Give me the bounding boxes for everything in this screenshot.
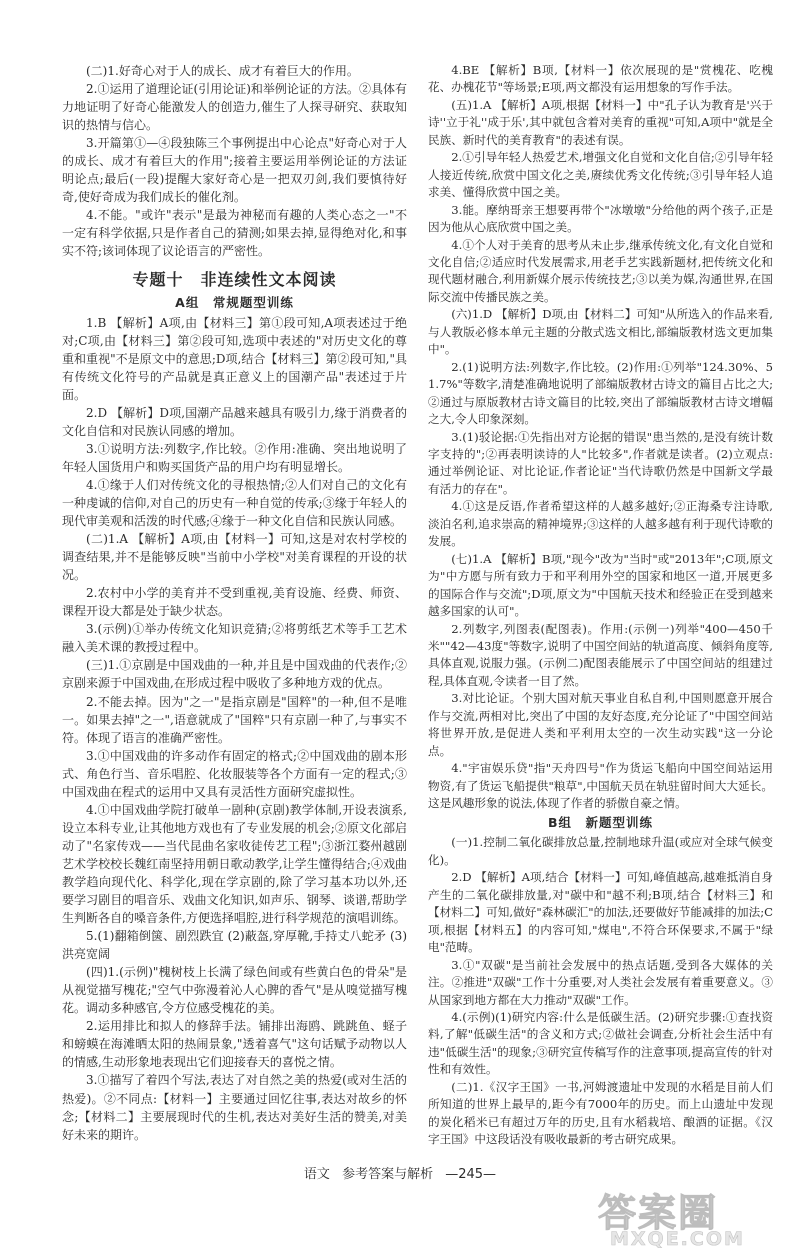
answer-paragraph: (二)1.《汉字王国》一书,河姆渡遗址中发现的水稻是目前人们所知道的世界上最早的,距今有7000年的历史。而上山遗址中发现的炭化稻米已有超过万年的历史,且有水稻栽培、酿酒的证据。《汉字王国》中这段话没有吸收最新的考古研究成果。	[428, 1079, 773, 1147]
answer-paragraph: 3.对比论证。个别大国对航天事业自私自利,中国则愿意开展合作与交流,两相对比,突出了中国的友好态度,充分论证了"中国空间站将世界开放,是促进人类和平利用太空的一次生动实践"这一分论点。	[428, 691, 773, 758]
left-column	[62, 62, 407, 1144]
watermark-domain-text: MXQE.COM	[610, 1228, 745, 1250]
site-watermark	[598, 1182, 768, 1252]
answer-paragraph: 2.列数字,列图表(配图表)。作用:(示例一)列举"400—450千米""42—43度"等数字,说明了中国空间站的轨道高度、倾斜角度等,具体直观,说服力强。(示例二)配图表能展示了中国空间站的组建过程,具体直观,令读者一目了然。	[428, 621, 773, 688]
answer-paragraph: 2.①运用了道理论证(引用论证)和举例论证的方法。②具体有力地证明了好奇心能激发人的创造力,催生了人探寻研究、获取知识的热情与信心。	[62, 82, 407, 133]
answer-paragraph: 2.D 【解析】A项,结合【材料一】可知,峰值越高,越难抵消自身产生的二氧化碳排放量,对"碳中和"越不利;B项,结合【材料三】和【材料二】可知,做好"森林碳汇"的加法,还要做好节能减排的加法;C项,根据【材料五】的内容可知,"煤电",不符合环保要求,不属于"绿电"范畴。	[428, 870, 773, 955]
section-title: 专题十 非连续性文本阅读	[132, 269, 337, 289]
answer-paragraph: (二)1.好奇心对于人的成长、成才有着巨大的作用。	[86, 64, 359, 78]
right-column	[428, 62, 773, 1149]
answer-paragraph: (一)1.控制二氧化碳排放总量,控制地球升温(或应对全球气候变化)。	[428, 835, 773, 867]
answer-paragraph: 3.①说明方法:列数字,作比较。②作用:准确、突出地说明了年轻人国货用户和购买国货产品的用户均有明显增长。	[62, 441, 407, 474]
answer-paragraph: 2.运用排比和拟人的修辞手法。铺排出海鸥、跳跳鱼、蛏子和螃蟆在海滩晒太阳的热闹景象,"透着喜气"这句话赋予动物以人的情感,生动形象地表现出它们迎接春天的喜悦之情。	[62, 1019, 407, 1070]
footer-subject: 语文	[303, 1167, 330, 1182]
answer-paragraph: 2.(1)说明方法:列数字,作比较。(2)作用:①列举"124.30%、51.7%"等数字,清楚准确地说明了部编版教材古诗文的篇目占比之大;②通过与原版教材古诗文篇目的比较,突出了部编版教材古诗文增幅之大,令人印象深刻。	[428, 359, 773, 427]
answer-paragraph: 1.B 【解析】A项,由【材料三】第①段可知,A项表述过于绝对;C项,由【材料三】第②段可知,选项中表述的"对历史文化的尊重和重视"不是原文中的意思;D项,结合【材料三】第②段可知,"具有传统文化符号的产品就是真正意义上的国潮产品"表述过于片面。	[62, 315, 407, 402]
left-paras-before-section	[62, 62, 407, 261]
answer-paragraph: (二)1.A 【解析】A项,由【材料一】可知,这是对农村学校的调查结果,并不是能够反映"当前中小学校"对美育课程的开设的状况。	[62, 532, 407, 583]
answer-paragraph: 4.①缘于人们对传统文化的寻根热情;②人们对自己的文化有一种虔诚的信仰,对自己的历史有一种自觉的传承;③缘于年轻人的现代审美观和活泼的时代感;④缘于一种文化自信和民族认同感。	[62, 477, 407, 529]
answer-paragraph: (三)1.①京剧是中国戏曲的一种,并且是中国戏曲的代表作;②京剧来源于中国戏曲,在形成过程中吸收了多种地方戏的优点。	[62, 658, 407, 691]
page-number: —245—	[445, 1167, 497, 1182]
right-paras-after-group-b	[428, 834, 773, 1148]
answer-paragraph: 5.(1)翻箱倒箧、剧烈跌宜 (2)蔽盔,穿厚靴,手持丈八蛇矛 (3)洪亮宽阔	[62, 929, 407, 962]
right-paras-before-group-b	[428, 62, 773, 812]
answer-paragraph: 3.(1)驳论据:①先指出对方论据的错误"患当然的,是没有统计数字支持的";②再表明读诗的人"比较多",作者就是读者。(2)立观点:通过举例论证、对比论证,作者论证"当代诗歌仍然是中国新文学最有活力的存在"。	[428, 429, 773, 496]
answer-paragraph: 4.①中国戏曲学院打破单一剧种(京剧)教学体制,开设表演系,设立本科专业,让其他地方戏也有了专业发展的机会;②原文化部启动了"名家传戏——当代昆曲名家收徒传艺工程";③浙江婺州越剧艺术学校校长魏红南坚持用朝日歌动教学,让学生懂得结合;④戏曲教学趋向现代化、科学化,现在学京剧的,除了学习基本功以外,还要学习剧目的唱音乐、戏曲文化知识,如声乐、钢琴、谈谱,帮助学生判断各自的嗓音条件,方便选择唱腔,进行科学规范的演唱训练。	[62, 802, 407, 926]
answer-paragraph: 4.①个人对于美育的思考从未止步,继承传统文化,有文化自觉和文化自信;②适应时代发展需求,用老手艺实践新题材,把传统文化和现代题材融合,利用新媒介展示传统技艺;③以美为媒,沟通世界,在国际交流中传播民族之美。	[428, 237, 773, 304]
answer-paragraph: 2.农村中小学的美育并不受到重视,美育设施、经费、师资、课程开设大都是处于缺少状态。	[62, 586, 407, 619]
answer-paragraph: 3.(示例)①举办传统文化知识竞猜;②将剪纸艺术等手工艺术融入美术课的教授过程中。	[62, 622, 407, 655]
answer-paragraph: 2.不能去掉。因为"之一"是指京剧是"国粹"的一种,但不是唯一。如果去掉"之一",语意就成了"国粹"只有京剧一种了,与事实不符。体现了语言的准确严密性。	[62, 694, 407, 745]
answer-paragraph: 4.①这是反语,作者希望这样的人越多越好;②正海桑专注诗歌,淡泊名利,追求崇高的精神境界;③这样的人越多越有利于现代诗歌的发展。	[428, 499, 773, 549]
answer-paragraph: 2.①引导年轻人热爱艺术,增强文化自觉和文化自信;②引导年轻人接近传统,欣赏中国文化之美,赓续优秀文化传统;③引导年轻人追求美、懂得欣赏中国之美。	[428, 150, 773, 200]
left-paras-after-section	[62, 314, 407, 1144]
answer-paragraph: (四)1.(示例)"槐树枝上长满了绿色间或有些黄白色的骨朵"是从视觉描写槐花;"空气中弥漫着沁人心脾的香气"是从嗅觉描写槐花。调动多种感官,令方位感受槐花的美。	[62, 965, 407, 1016]
answer-paragraph: 3.①"双碳"是当前社会发展中的热点话题,受到各大媒体的关注。②推进"双碳"工作十分重要,对人类社会发展有着重要意义。③从国家到地方都在大力推动"双碳"工作。	[428, 957, 773, 1007]
answer-paragraph: 4.不能。"或许"表示"是最为神秘而有趣的人类心态之一"不一定有科学依据,只是作者自己的猜测;如果去掉,显得绝对化,和事实不符;该词体现了议论语言的严密性。	[62, 208, 407, 259]
group-a-title: A组 常规题型训练	[175, 294, 294, 310]
answer-paragraph: 3.能。摩纳哥亲王想要再带个"冰墩墩"分给他的两个孩子,正是因为他从心底欣赏中国之美。	[428, 202, 773, 235]
answer-paragraph: 2.D 【解析】D项,国潮产品越来越具有吸引力,缘于消费者的文化自信和对民族认同感的增加。	[62, 405, 407, 438]
watermark-logo-text: 答案圈	[598, 1191, 719, 1235]
footer-label: 参考答案与解析	[342, 1167, 434, 1182]
answer-paragraph: 3.①描写了着四个写法,表达了对自然之美的热爱(或对生活的热爱)。②不同点:【材料一】主要通过回忆往事,表达对故乡的怀念;【材料二】主要展现时代的生机,表达对美好生活的赞美,对美好未来的期许。	[62, 1073, 407, 1142]
answer-paragraph: 3.①中国戏曲的许多动作有固定的格式;②中国戏曲的剧本形式、角色行当、音乐唱腔、化妆服装等各个方面有一定的程式;③中国戏曲在程式的运用中又具有灵活性方面研究虚拟性。	[62, 748, 407, 799]
answer-paragraph: 3.开篇第①—④段独陈三个事例提出中心论点"好奇心对于人的成长、成才有着巨大的作用";接着主要运用举例论证的方法证明论点;最后(一段)提醒大家好奇心是一把双刃剑,我们要慎待好奇,使好奇成为我们成长的催化剂。	[62, 136, 407, 205]
answer-paragraph: (五)1.A 【解析】A项,根据【材料一】中"孔子认为教育是'兴于诗''立于礼''成于乐',其中就包含着对美育的重视"可知,A项中"就是全民族、新时代的美育教育"的表述有误。	[428, 97, 773, 147]
answer-paragraph: 4."宇宙娱乐贷"指"天舟四号"作为货运飞船向中国空间站运用物资,有了货运飞船提供"粮草",中国航天员在轨驻留时间大大延长。这是风趣形象的说法,体现了作者的骄傲自豪之情。	[428, 761, 773, 811]
answer-paragraph: 4.BE 【解析】B项,【材料一】依次展现的是"赏槐花、吃槐花、办槐花节"等场景;E项,两文都没有运用想象的写作手法。	[428, 63, 773, 95]
answer-paragraph: (六)1.D 【解析】D项,由【材料二】可知"从所选入的作品来看,与人教版必修本单元主题的分散式选文相比,部编版教材选文更加集中"。	[428, 307, 773, 357]
page-footer	[0, 1163, 800, 1182]
answer-paragraph: 4.(示例)(1)研究内容:什么是低碳生活。(2)研究步骤:①查找资料,了解"低碳生活"的含义和方式;②做社会调查,分析社会生活中有违"低碳生活"的现象;③研究宣传稿写作的注意事项,提高宣传的针对性和有效性。	[428, 1010, 773, 1077]
group-b-title: B组 新题型训练	[547, 815, 654, 831]
answer-paragraph: (七)1.A 【解析】B项,"现今"改为"当时"或"2013年";C项,原文为"中方愿与所有致力于和平利用外空的国家和地区一道,开展更多的国际合作与交流";D项,原文为"中国航天技术和经验正在受到越来越多国家的认可"。	[428, 551, 773, 619]
